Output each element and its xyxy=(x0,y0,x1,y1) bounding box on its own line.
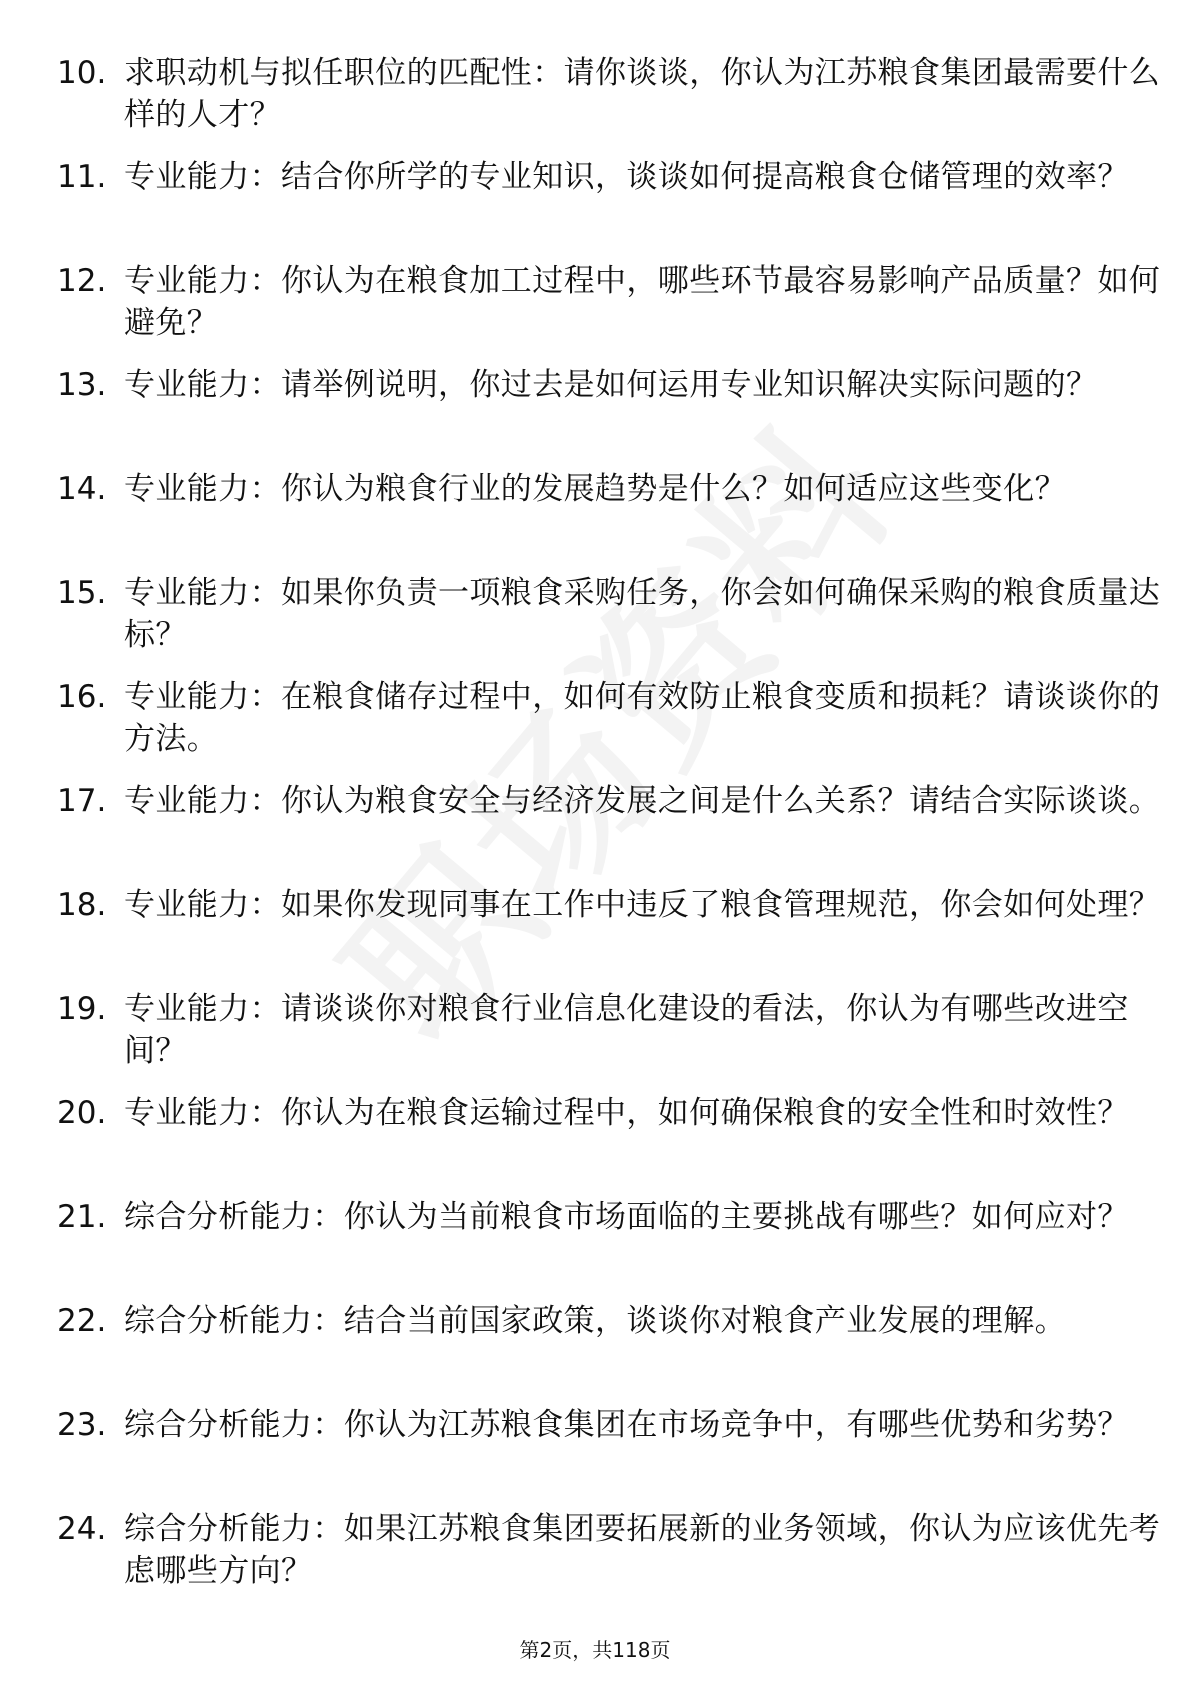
question-text: 专业能力：如果你发现同事在工作中违反了粮食管理规范，你会如何处理？ xyxy=(124,887,1161,923)
question-text: 专业能力：你认为在粮食运输过程中，如何确保粮食的安全性和时效性？ xyxy=(124,1095,1129,1131)
question-text: 专业能力：结合你所学的专业知识，谈谈如何提高粮食仓储管理的效率？ xyxy=(124,159,1129,195)
question-number: 24. xyxy=(57,1511,107,1547)
question-item-21 xyxy=(57,1196,1129,1300)
question-text: 综合分析能力：你认为江苏粮食集团在市场竞争中，有哪些优势和劣势？ xyxy=(124,1407,1129,1443)
question-item-23 xyxy=(57,1404,1129,1508)
question-text: 专业能力：你认为粮食安全与经济发展之间是什么关系？请结合实际谈谈。 xyxy=(124,783,1161,819)
question-text: 综合分析能力：如果江苏粮食集团要拓展新的业务领域，你认为应该优先考虑哪些方向？ xyxy=(124,1511,1161,1589)
question-text: 专业能力：在粮食储存过程中，如何有效防止粮食变质和损耗？请谈谈你的方法。 xyxy=(124,679,1161,757)
question-number: 15. xyxy=(57,575,107,611)
question-item-22 xyxy=(57,1300,1117,1404)
question-number: 18. xyxy=(57,887,107,923)
question-item-15 xyxy=(57,572,1161,676)
question-number: 14. xyxy=(57,471,107,507)
question-item-11 xyxy=(57,156,1129,260)
question-item-18 xyxy=(57,884,1161,988)
question-number: 22. xyxy=(57,1303,107,1339)
question-number: 16. xyxy=(57,679,107,715)
question-number: 23. xyxy=(57,1407,107,1443)
question-number: 21. xyxy=(57,1199,107,1235)
question-text: 专业能力：你认为粮食行业的发展趋势是什么？如何适应这些变化？ xyxy=(124,471,1066,507)
question-number: 13. xyxy=(57,367,107,403)
question-item-13 xyxy=(57,364,1117,468)
question-number: 11. xyxy=(57,159,107,195)
question-item-12 xyxy=(57,260,1161,364)
question-text: 综合分析能力：结合当前国家政策，谈谈你对粮食产业发展的理解。 xyxy=(124,1303,1066,1339)
question-number: 10. xyxy=(57,55,107,91)
question-item-16 xyxy=(57,676,1161,780)
question-text: 专业能力：请举例说明，你过去是如何运用专业知识解决实际问题的？ xyxy=(124,367,1098,403)
question-number: 12. xyxy=(57,263,107,299)
page-footer: 第2页，共118页 xyxy=(519,1638,671,1662)
question-item-14 xyxy=(57,468,1117,572)
question-text: 求职动机与拟任职位的匹配性：请你谈谈，你认为江苏粮食集团最需要什么样的人才？ xyxy=(124,55,1161,133)
question-item-24 xyxy=(57,1508,1161,1612)
question-item-20 xyxy=(57,1092,1129,1196)
question-item-17 xyxy=(57,780,1161,884)
question-number: 19. xyxy=(57,991,107,1027)
question-item-10 xyxy=(57,52,1161,156)
question-text: 专业能力：请谈谈你对粮食行业信息化建设的看法，你认为有哪些改进空间？ xyxy=(124,991,1129,1069)
question-number: 17. xyxy=(57,783,107,819)
question-text: 综合分析能力：你认为当前粮食市场面临的主要挑战有哪些？如何应对？ xyxy=(124,1199,1129,1235)
question-number: 20. xyxy=(57,1095,107,1131)
question-item-19 xyxy=(57,988,1129,1092)
question-list xyxy=(57,52,1161,1612)
question-text: 专业能力：如果你负责一项粮食采购任务，你会如何确保采购的粮食质量达标？ xyxy=(124,575,1161,653)
question-text: 专业能力：你认为在粮食加工过程中，哪些环节最容易影响产品质量？如何避免？ xyxy=(124,263,1161,341)
